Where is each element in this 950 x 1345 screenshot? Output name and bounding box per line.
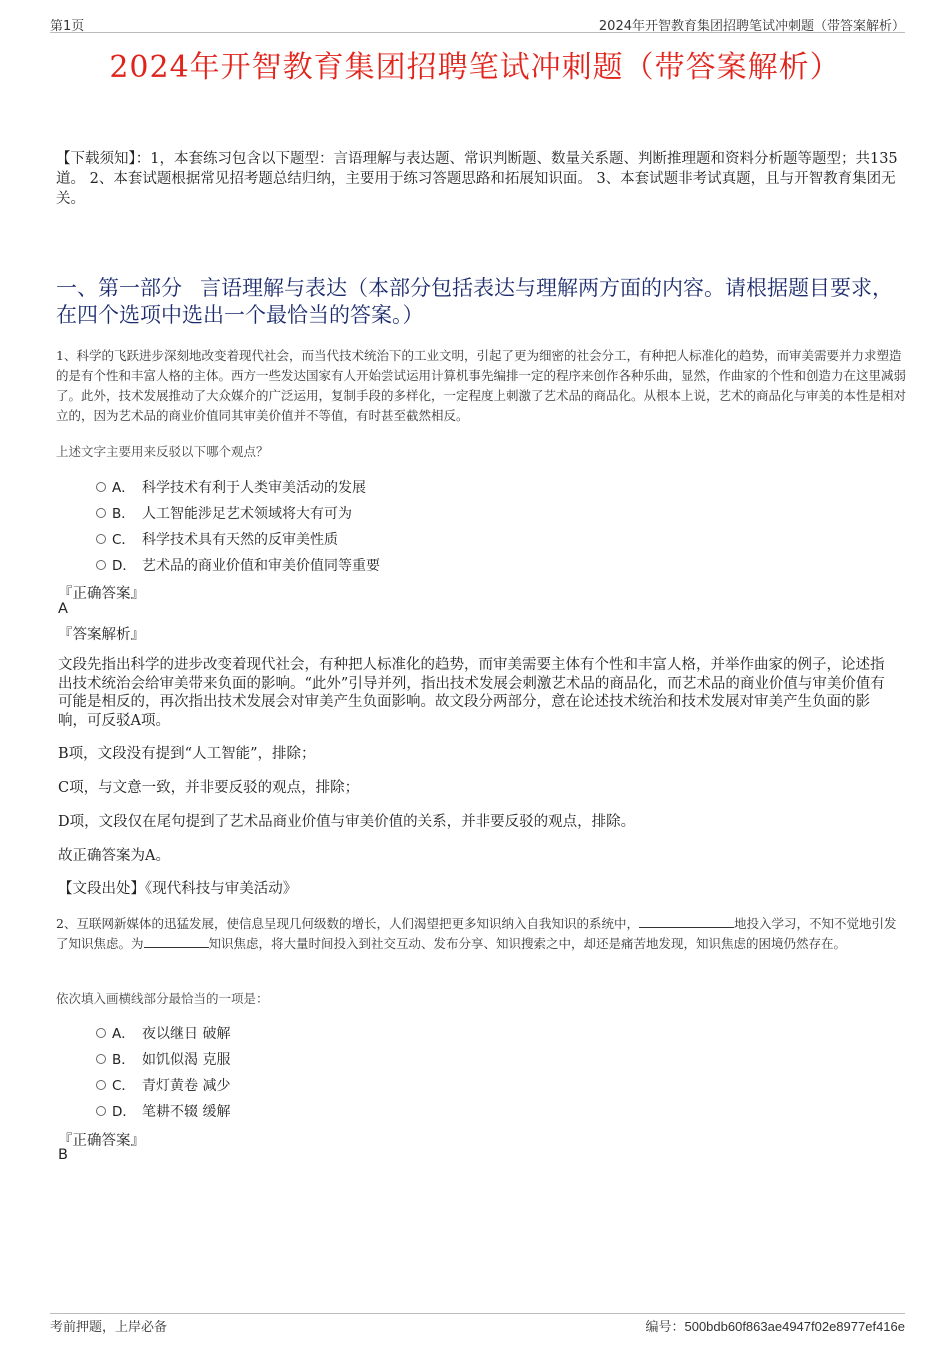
q1-option-d[interactable]: D． 艺术品的商业价值和审美价值同等重要 <box>96 554 380 574</box>
page-header <box>50 14 905 33</box>
q1-answer: A <box>58 601 68 617</box>
q1-option-a[interactable]: A． 科学技术有利于人类审美活动的发展 <box>96 476 366 496</box>
fill-blank-2 <box>144 935 209 948</box>
q2-ask: 依次填入画横线部分最恰当的一项是： <box>56 991 269 1006</box>
section-text: 言语理解与表达（本部分包括表达与理解两方面的内容。请根据题目要求，在四个选项中选出一个最恰当的答案。） <box>56 276 893 327</box>
fill-blank-1 <box>639 915 734 928</box>
q1-analysis-c: C项，与文意一致，并非要反驳的观点，排除； <box>58 780 360 796</box>
radio-icon[interactable] <box>96 1028 106 1038</box>
q2-option-a[interactable]: A． 夜以继日 破解 <box>96 1022 230 1042</box>
footer-slogan: 考前押题，上岸必备 <box>50 1320 168 1335</box>
q2-stem: 2、互联网新媒体的迅猛发展，使信息呈现几何级数的增长，人们渴望把更多知识纳入自我知识的系统中， 地投入学习，不知不觉地引发了知识焦虑。为 知识焦虑，将大量时间投入到社交互动、发布分享、知识搜索之中，却还是痛苦地发现，知识焦虑的困境仍然存在。 <box>56 916 897 951</box>
section-heading <box>56 275 906 329</box>
q1-option-b[interactable]: B． 人工智能涉足艺术领域将大有可为 <box>96 502 352 522</box>
q1-conclusion: 故正确答案为A。 <box>58 848 170 864</box>
q1-option-c[interactable]: C． 科学技术具有天然的反审美性质 <box>96 528 338 548</box>
radio-icon[interactable] <box>96 534 106 544</box>
radio-icon[interactable] <box>96 1106 106 1116</box>
q2-option-b[interactable]: B． 如饥似渴 克服 <box>96 1048 230 1068</box>
radio-icon[interactable] <box>96 508 106 518</box>
page-footer <box>50 1313 905 1335</box>
q1-ask: 上述文字主要用来反驳以下哪个观点？ <box>56 444 269 459</box>
footer-code: 编号：500bdb60f863ae4947f02e8977ef416e <box>645 1319 905 1335</box>
radio-icon[interactable] <box>96 1080 106 1090</box>
q1-analysis-main: 文段先指出科学的进步改变着现代社会，有种把人标准化的趋势，而审美需要主体有个性和丰富人格，并举作曲家的例子，论述指出技术统治会给审美带来负面的影响。“此外”引导并列，指出技术发展会刺激艺术品的商品化，而艺术品的商业价值与审美价值有可能是相反的，再次指出技术发展会对审美产生负面影响。故文段分两部分，意在论述技术统治和技术发展对审美产生负面的影响，可反驳A项。 <box>58 657 885 729</box>
radio-icon[interactable] <box>96 560 106 570</box>
document-title: 2024年开智教育集团招聘笔试冲刺题（带答案解析） <box>109 50 841 85</box>
q1-analysis-d: D项，文段仅在尾句提到了艺术品商业价值与审美价值的关系，并非要反驳的观点，排除。 <box>58 814 636 830</box>
q2-option-d[interactable]: D． 笔耕不辍 缓解 <box>96 1100 230 1120</box>
header-doc-title: 2024年开智教育集团招聘笔试冲刺题（带答案解析） <box>598 19 905 34</box>
q1-answer-label: 『正确答案』 <box>58 586 145 602</box>
q2-answer: B <box>58 1147 68 1163</box>
radio-icon[interactable] <box>96 482 106 492</box>
q1-source: 【文段出处】《现代科技与审美活动》 <box>58 881 298 897</box>
q2-option-c[interactable]: C． 青灯黄卷 减少 <box>96 1074 230 1094</box>
q2-answer-label: 『正确答案』 <box>58 1133 145 1149</box>
q1-stem: 1、科学的飞跃进步深刻地改变着现代社会，而当代技术统治下的工业文明，引起了更为细密的社会分工，有种把人标准化的趋势，而审美需要并力求塑造的是有个性和丰富人格的主体。西方一些发达国家有人开始尝试运用计算机事先编排一定的程序来创作各种乐曲，显然，作曲家的个性和创造力在这里减弱了。此外，技术发展推动了大众媒介的广泛运用，复制手段的多样化，一定程度上刺激了艺术品的商品化。从根本上说，艺术的商品化与审美的本性是相对立的，因为艺术品的商业价值同其审美价值并不等值，有时甚至截然相反。 <box>56 348 907 423</box>
q1-analysis-b: B项，文段没有提到“人工智能”，排除； <box>58 746 316 762</box>
page-number: 第1页 <box>50 19 85 34</box>
q1-analysis-label: 『答案解析』 <box>58 627 145 643</box>
radio-icon[interactable] <box>96 1054 106 1064</box>
download-notice: 【下载须知】：1，本套练习包含以下题型：言语理解与表达题、常识判断题、数量关系题、判断推理题和资料分析题等题型；共135道。 2、本套试题根据常见招考题总结归纳，主要用于练习答题思路和拓展知识面。 3、本套试题非考试真题，且与开智教育集团无关。 <box>56 151 898 207</box>
section-number: 一、第一部分 <box>56 276 182 300</box>
